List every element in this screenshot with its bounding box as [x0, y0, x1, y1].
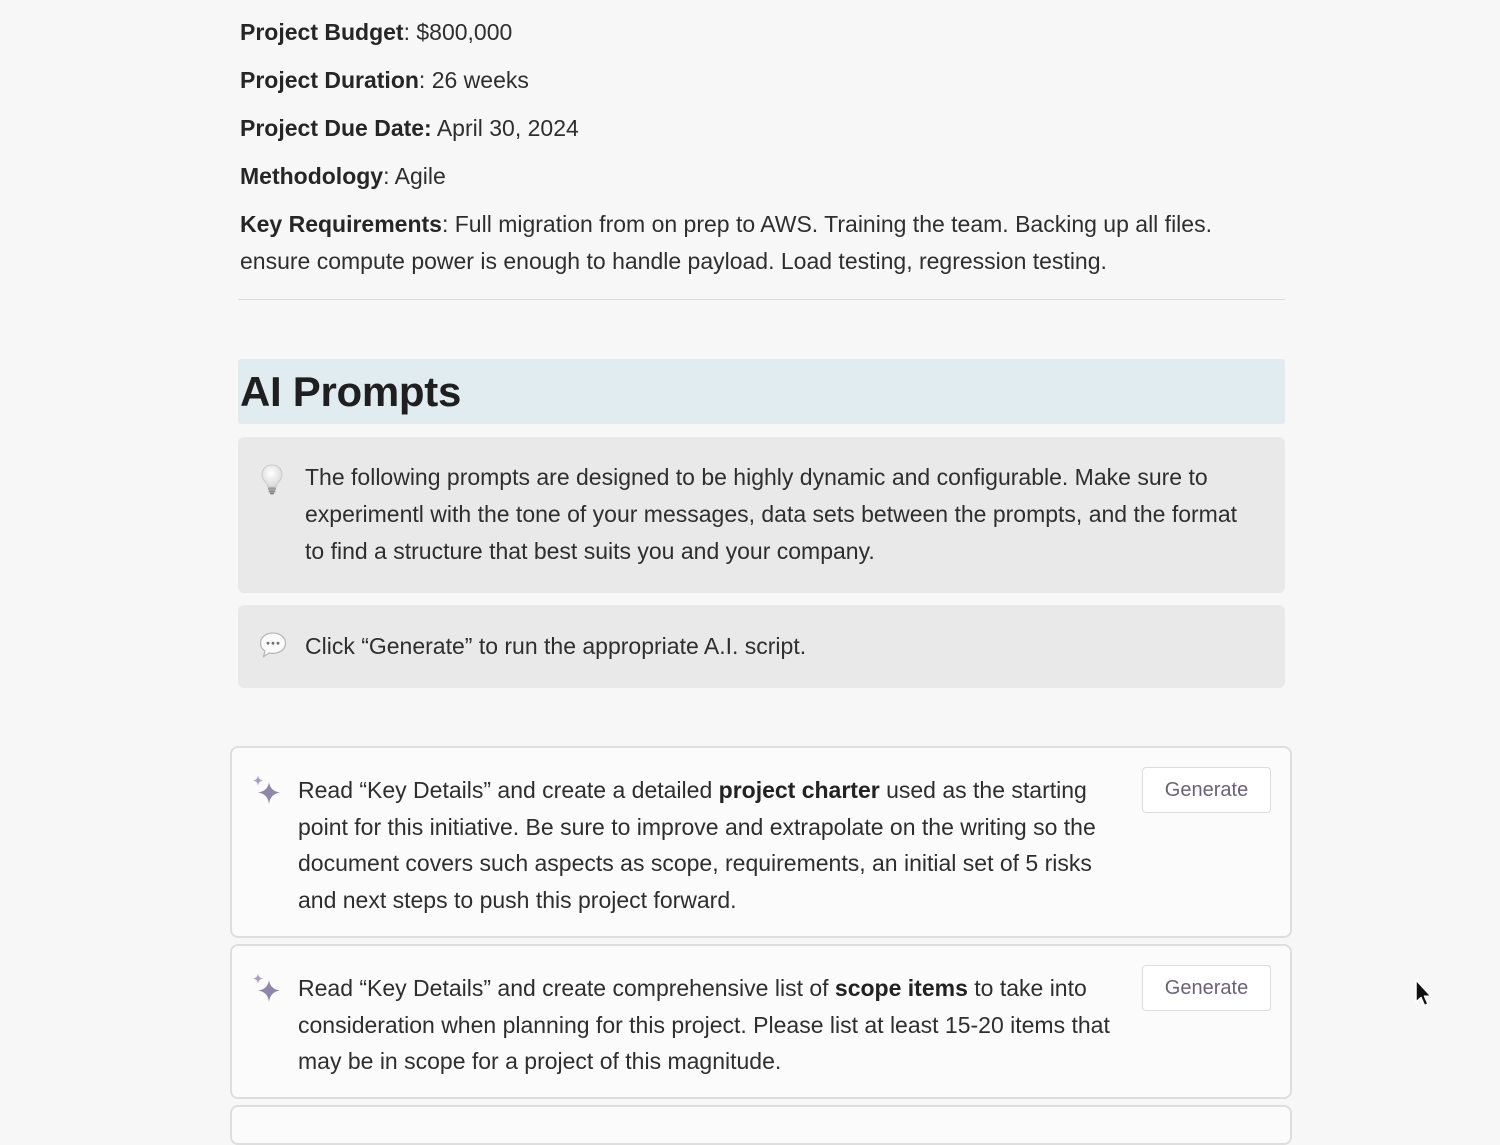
ai-prompts-heading-block: [238, 359, 1285, 424]
methodology-value: Agile: [394, 163, 446, 189]
prompt-keyword: scope items: [834, 975, 968, 1001]
intro-callout: [238, 437, 1285, 593]
prompt-card-scope-items: [230, 944, 1292, 1099]
sparkle-icon: [250, 972, 284, 1006]
project-budget-label: Project Budget: [240, 19, 404, 45]
project-duration-label: Project Duration: [240, 67, 419, 93]
project-duration-value: 26 weeks: [431, 67, 529, 93]
ai-prompts-heading: AI Prompts: [240, 368, 462, 415]
key-requirements-label: Key Requirements: [240, 211, 442, 237]
intro-callout-text: The following prompts are designed to be highly dynamic and configurable. Make sure to experimentl with the tone of your messages, data sets between the prompts, and the format to find a structure that best suits you and your company.: [305, 464, 1238, 564]
methodology-line: Methodology: Agile: [240, 163, 446, 189]
prompt-card-partial: [230, 1105, 1292, 1145]
prompt-text: [298, 970, 1118, 1080]
key-requirements-value: Full migration from on prep to AWS. Training the team. Backing up all files. ensure compute power is enough to handle payload. Load testing, regression testing.: [240, 211, 1212, 274]
mouse-pointer-icon: [1414, 979, 1434, 1009]
project-due-date-label: Project Due Date:: [240, 115, 432, 141]
prompt-keyword: project charter: [718, 777, 880, 803]
project-duration-line: Project Duration: 26 weeks: [240, 67, 529, 93]
lightbulb-icon: [258, 463, 286, 495]
prompt-text-end: used as the starting point for this initiative. Be sure to improve and extrapolate on the writing so the document covers such aspects as scope, requirements, an initial set of 5 risks and next steps to push this project forward.: [298, 777, 1096, 913]
project-budget-value: $800,000: [416, 19, 513, 45]
methodology-label: Methodology: [240, 163, 384, 189]
prompt-text-end: to take into consideration when planning for this project. Please list at least 15-20 items that may be in scope for a project of this magnitude.: [298, 975, 1110, 1074]
speech-bubble-icon: [258, 630, 286, 662]
project-due-date-line: [240, 110, 1285, 147]
prompt-text: [298, 772, 1118, 918]
prompt-text-start: Read “Key Details” and create a detailed: [298, 777, 719, 803]
key-requirements-line: Key Requirements: Full migration from on prep to AWS. Training the team. Backing up all files. ensure compute power is enough to handle payload. Load testing, regression testing.: [240, 211, 1212, 274]
project-due-date-value: April 30, 2024: [436, 115, 579, 141]
sparkle-icon: [250, 774, 284, 808]
generate-button[interactable]: Generate: [1142, 767, 1271, 813]
project-budget-line: Project Budget: $800,000: [240, 19, 513, 45]
prompt-text-start: Read “Key Details” and create comprehensive list of: [298, 975, 835, 1001]
prompt-card-project-charter: [230, 746, 1292, 938]
instructions-callout-text: Click “Generate” to run the appropriate A.I. script.: [305, 633, 807, 659]
section-divider: [238, 299, 1285, 300]
key-details-section: [240, 14, 1285, 291]
instructions-callout: [238, 605, 1285, 688]
generate-button[interactable]: Generate: [1142, 965, 1271, 1011]
